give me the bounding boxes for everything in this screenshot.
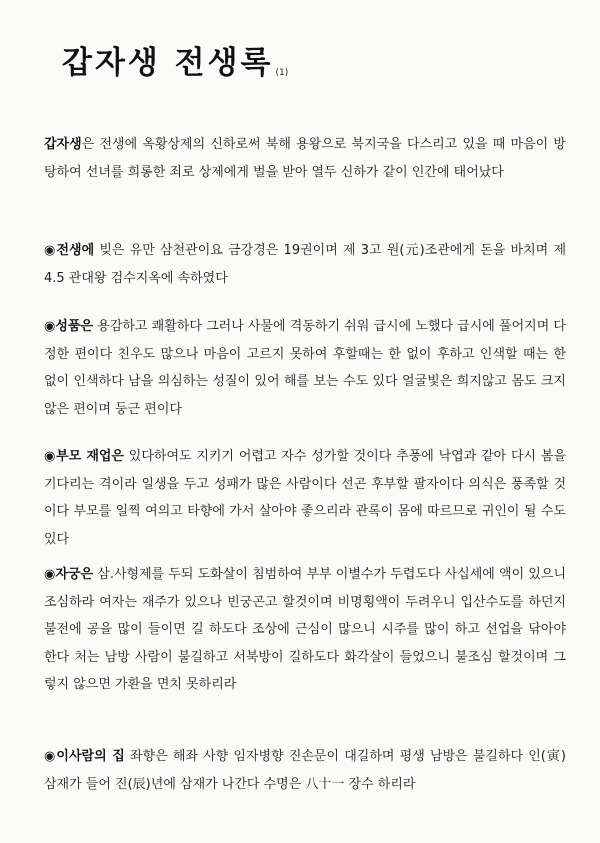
paragraph-past-life (44, 237, 566, 292)
paragraph-lead: 이사람의 집 (56, 749, 125, 764)
paragraph-text: 용감하고 쾌활하다 그러나 사물에 격동하기 쉬워 급시에 노했다 급시에 풀어지며 다정한 편이다 친우도 많으나 마음이 고르지 못하여 후할때는 한 없이 후하고 인색할 때는 한 없이 인색하다 남을 의심하는 성질이 있어 해를 보는 수도 있다 얼굴빛은 희지않고 몸도 크지 않은 편이며 둥근 편이다 (44, 319, 566, 417)
bullet-icon: ◉ (44, 449, 57, 464)
page-number-note: (1) (275, 68, 289, 78)
bullet-icon: ◉ (44, 319, 56, 334)
paragraph-text: 있다하여도 지키기 어렵고 자수 성가할 것이다 추풍에 낙엽과 같아 다시 봄을 기다리는 격이라 일생을 두고 성패가 많은 사람이다 선곤 후부할 팔자이다 의식은 풍족할 것이다 부모를 일찍 여의고 타향에 가서 살아야 좋으리라 관록이 몸에 따르므로 귀인이 될 수도 있다 (44, 449, 566, 547)
paragraph-lead: 성품은 (55, 319, 94, 334)
paragraph-lead: 자궁은 (55, 567, 94, 582)
bullet-icon: ◉ (44, 567, 56, 582)
paragraph-intro (44, 131, 566, 186)
paragraph-text: 빚은 유만 삼천관이요 금강경은 19권이며 제 3고 원(元)조관에게 돈을 바치며 제 4.5 관대왕 검수지옥에 속하였다 (44, 243, 566, 286)
paragraph-lead: 부모 재업은 (56, 449, 124, 464)
paragraph-house (44, 743, 566, 798)
paragraph-children (44, 561, 566, 699)
bullet-icon: ◉ (44, 243, 57, 258)
paragraph-lead: 전생에 (56, 243, 95, 258)
title-block (62, 45, 289, 81)
paragraph-text: 좌향은 해좌 사향 임자병향 진손문이 대길하며 평생 남방은 불길하다 인(寅) 삼재가 들어 진(辰)년에 삼재가 나간다 수명은 八十一 장수 하리라 (44, 749, 567, 792)
bullet-icon: ◉ (44, 749, 57, 764)
page-title: 갑자생 전생록 (62, 45, 274, 81)
paragraph-text: 은 전생에 옥황상제의 신하로써 북해 용왕으로 북지국을 다스리고 있을 때 마음이 방탕하여 선녀를 희롱한 죄로 상제에게 벌을 받아 열두 신하가 같이 인간에 태어났다 (44, 137, 566, 180)
paragraph-text: 삼.사형제를 두되 도화살이 침범하여 부부 이별수가 두렵도다 사십세에 액이 있으니 조심하라 여자는 재주가 있으나 빈궁곤고 할것이며 비명횡액이 두려우니 입산수도를 하던지 불전에 공을 많이 들이면 길 하도다 조상에 근심이 많으니 시주를 많이 하고 선업을 닦아야 한다 처는 남방 사람이 불길하고 서북방이 길하도다 화각살이 들었으니 불조심 할것이며 그렇지 않으면 가환을 면치 못하리라 (44, 567, 567, 692)
paragraph-inheritance (44, 443, 566, 553)
paragraph-character (44, 313, 566, 423)
paragraph-lead: 갑자생 (44, 137, 82, 152)
